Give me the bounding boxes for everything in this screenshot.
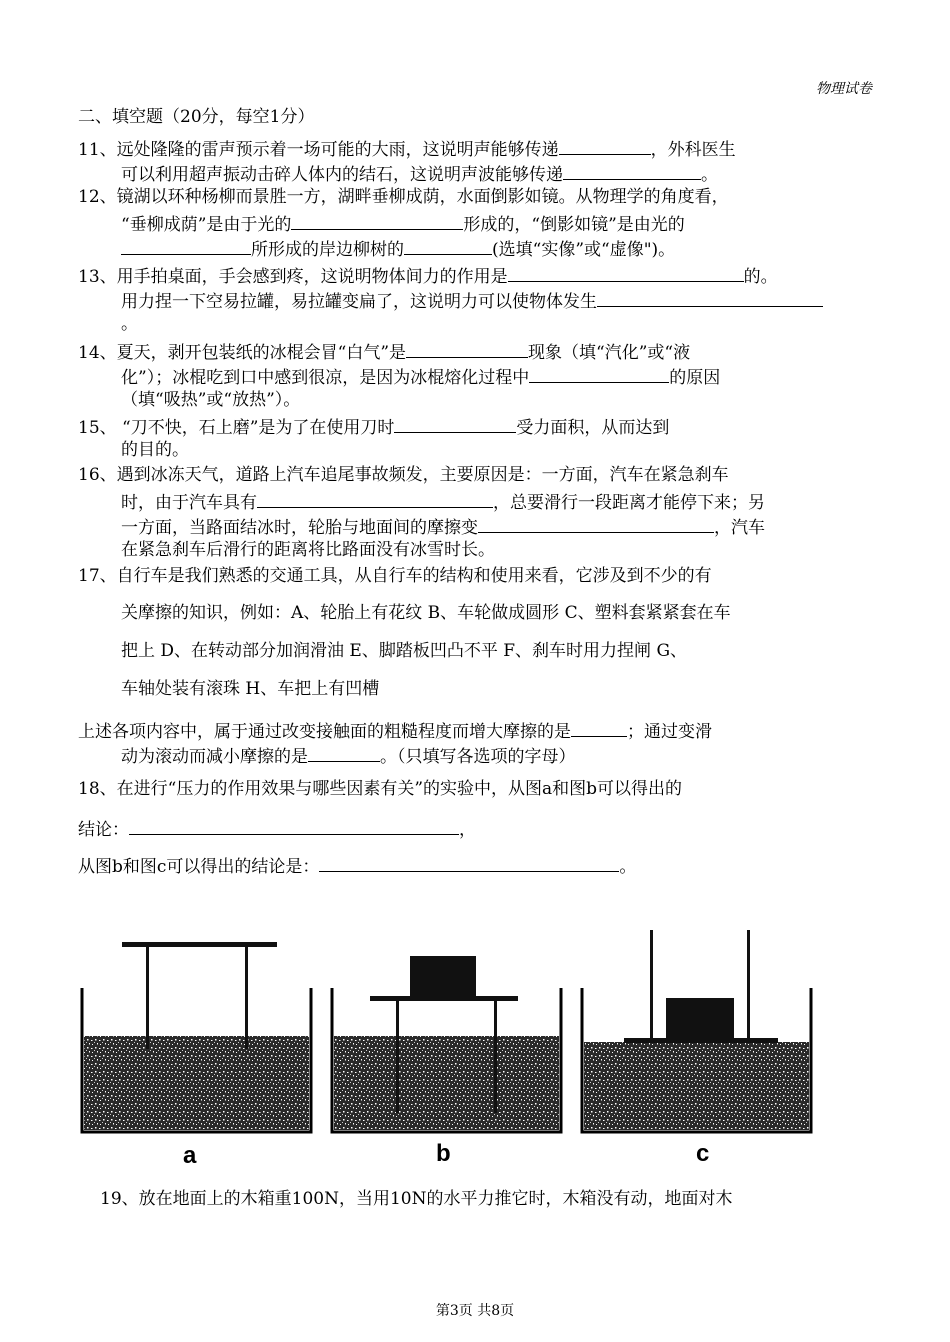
q15-text: 受力面积，从而达到 [516,418,670,438]
q12-text: (选填“实像”或“虚像")。 [492,240,676,260]
answer-blank[interactable] [563,160,701,180]
q17-text: 上述各项内容中，属于通过改变接触面的粗糙程度而增大摩擦的是 [78,722,571,742]
answer-blank[interactable] [404,235,492,255]
question-17-line-4: 车轴处装有滚珠 H、车把上有凹槽 [121,679,380,699]
q13-text: 的。 [743,267,778,287]
q14-text: 现象（填“汽化”或“液 [528,343,691,363]
table-leg [747,930,750,1038]
figure-label-b: b [436,1140,451,1167]
container-a [82,942,311,1132]
figure-label-a: a [183,1142,197,1169]
answer-blank[interactable] [319,852,619,872]
page-header: 物理试卷 [816,81,872,97]
container-c [582,930,811,1132]
answer-blank[interactable] [406,338,528,358]
q18-text: ， [459,820,476,840]
q11-text: 。 [701,165,718,185]
q16-text: 一方面，当路面结冰时，轮胎与地面间的摩擦变 [121,518,478,538]
q14-text: 14、夏天，剥开包装纸的冰棍会冒“白气”是 [78,343,407,363]
q16-text: ，汽车 [714,518,765,538]
question-17-line-3: 把上 D、在转动部分加润滑油 E、脚踏板凹凸不平 F、刹车时用力捏闸 G、 [121,641,688,661]
question-16-line-4: 在紧急刹车后滑行的距离将比路面没有冰雪时长。 [121,540,495,560]
q13-text: 13、用手拍桌面，手会感到疼，这说明物体间力的作用是 [78,267,508,287]
question-14-line-1 [78,338,690,365]
table-leg [245,947,248,1049]
q16-text: ，总要滑行一段距离才能停下来；另 [493,493,765,513]
question-13-line-3: 。 [121,314,138,334]
answer-blank[interactable] [121,235,251,255]
question-11-line-1 [78,135,736,162]
table-top [122,942,277,947]
q18-text: 结论： [78,820,129,840]
question-17-line-6 [121,742,576,769]
q14-text: 的原因 [669,368,721,388]
weight-block [410,956,476,996]
table-leg [146,947,149,1049]
question-18-line-1: 18、在进行“压力的作用效果与哪些因素有关”的实验中，从图a和图b可以得出的 [78,779,683,799]
q14-text: 化”）；冰棍吃到口中感到很凉，是因为冰棍熔化过程中 [121,368,530,388]
q17-text: 动为滚动而减小摩擦的是 [121,747,308,767]
q15-text: 15、 “刀不快，石上磨”是为了在使用刀时 [78,418,395,438]
question-13-line-2 [121,287,823,314]
question-17-line-2: 关摩擦的知识，例如：A、轮胎上有花纹 B、车轮做成圆形 C、塑料套紧紧套在车 [121,603,731,623]
answer-blank[interactable] [597,287,823,307]
answer-blank[interactable] [508,262,744,282]
q16-text: 时，由于汽车具有 [121,493,257,513]
figure-svg [78,918,818,1173]
question-12-line-3 [121,235,675,262]
q12-text: 形成的，“倒影如镜”是由光的 [463,215,685,235]
question-18-line-2 [78,815,476,842]
question-17-line-5 [78,717,712,744]
answer-blank[interactable] [571,717,627,737]
pressure-experiment-figure [78,918,818,1177]
question-15-line-2: 的目的。 [121,440,189,460]
q17-text: 。（只填写各选项的字母） [380,747,576,767]
figure-label-c: c [696,1140,710,1167]
table-top [370,996,518,1001]
answer-blank[interactable] [394,413,516,433]
table-leg [494,1001,497,1113]
question-12-line-1: 12、镜湖以环种杨柳而景胜一方，湖畔垂柳成荫，水面倒影如镜。从物理学的角度看， [78,187,729,207]
question-12-line-2 [121,210,685,237]
table-leg [650,930,653,1038]
q11-text: 可以利用超声振动击碎人体内的结石，这说明声波能够传递 [121,165,563,185]
table-top [624,1038,778,1043]
q18-text: 从图b和图c可以得出的结论是： [78,857,320,877]
q11-text: 11、远处隆隆的雷声预示着一场可能的大雨，这说明声能够传递 [78,140,559,160]
question-14-line-3: （填“吸热”或“放热”）。 [121,390,301,410]
answer-blank[interactable] [478,513,714,533]
q12-text: 所形成的岸边柳树的 [251,240,404,260]
answer-blank[interactable] [559,135,651,155]
q18-text: 。 [619,857,637,877]
container-b [332,956,561,1132]
question-13-line-1 [78,262,778,289]
question-18-line-3 [78,852,636,879]
question-16-line-1: 16、遇到冰冻天气，道路上汽车追尾事故频发，主要原因是：一方面，汽车在紧急刹车 [78,465,729,485]
question-17-line-1: 17、自行车是我们熟悉的交通工具，从自行车的结构和使用来看，它涉及到不少的有 [78,566,712,586]
weight-block [666,998,734,1038]
question-15-line-1 [78,413,669,440]
q12-text: “垂柳成荫”是由于光的 [121,215,292,235]
question-16-line-2 [121,488,765,515]
table-leg [396,1001,399,1113]
question-14-line-2 [121,363,720,390]
page-footer: 第3页 共8页 [435,1303,515,1319]
question-11-line-2 [121,160,718,187]
answer-blank[interactable] [129,815,459,835]
answer-blank[interactable] [291,210,463,230]
answer-blank[interactable] [308,742,380,762]
q13-text: 用力捏一下空易拉罐，易拉罐变扁了，这说明力可以使物体发生 [121,292,597,312]
section-title: 二、填空题（20分，每空1分） [78,107,315,127]
answer-blank[interactable] [257,488,493,508]
q11-text: ，外科医生 [650,140,736,160]
q17-text: ；通过变滑 [627,722,712,742]
question-19-line-1: 19、放在地面上的木箱重100N，当用10N的水平力推它时，木箱没有动，地面对木 [100,1189,733,1209]
question-16-line-3 [121,513,765,540]
answer-blank[interactable] [529,363,669,383]
